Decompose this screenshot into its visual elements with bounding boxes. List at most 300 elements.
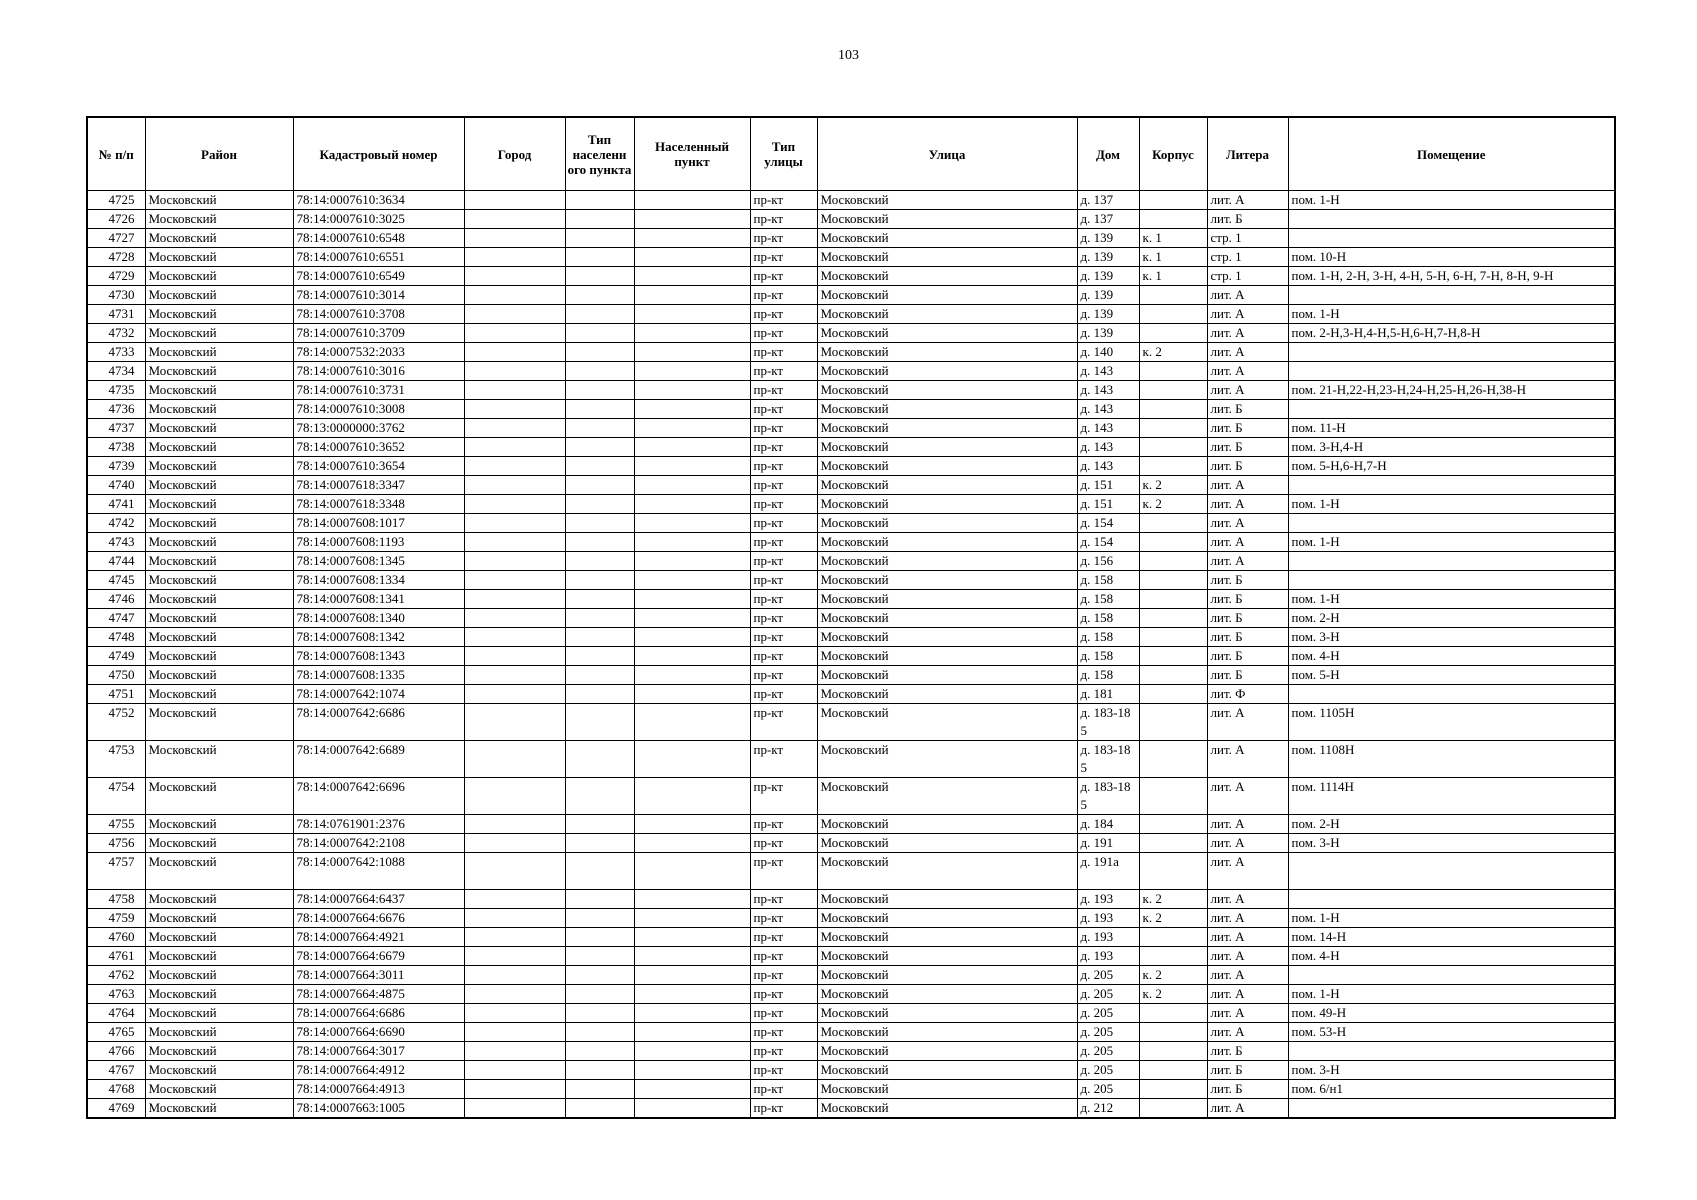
cell-letter: лит. Б — [1207, 1061, 1288, 1080]
cell-building — [1139, 1023, 1207, 1042]
cell-building — [1139, 286, 1207, 305]
cell-house: д. 143 — [1077, 362, 1139, 381]
cell-settlement-type — [565, 666, 634, 685]
cell-street-type: пр-кт — [750, 909, 817, 928]
cell-city — [464, 324, 565, 343]
cell-district: Московский — [145, 248, 293, 267]
cell-city — [464, 362, 565, 381]
cell-settlement — [634, 666, 750, 685]
cell-district: Московский — [145, 305, 293, 324]
cell-building — [1139, 704, 1207, 741]
header-street: Улица — [817, 117, 1077, 191]
cell-letter: лит. Б — [1207, 647, 1288, 666]
cell-row-number: 4753 — [87, 741, 145, 778]
cell-cadastral-number: 78:14:0007608:1017 — [293, 514, 464, 533]
cell-row-number: 4745 — [87, 571, 145, 590]
cell-premises: пом. 1-Н — [1288, 909, 1615, 928]
cell-building: к. 2 — [1139, 890, 1207, 909]
cell-city — [464, 191, 565, 210]
cell-settlement — [634, 343, 750, 362]
cell-street-type: пр-кт — [750, 628, 817, 647]
cell-city — [464, 286, 565, 305]
cell-cadastral-number: 78:14:0007532:2033 — [293, 343, 464, 362]
cell-street: Московский — [817, 1099, 1077, 1119]
cell-settlement — [634, 533, 750, 552]
cell-street: Московский — [817, 324, 1077, 343]
cell-street-type: пр-кт — [750, 590, 817, 609]
cell-letter: лит. А — [1207, 324, 1288, 343]
table-row — [87, 381, 1615, 400]
cell-letter: лит. А — [1207, 834, 1288, 853]
header-city: Город — [464, 117, 565, 191]
cell-letter: лит. А — [1207, 909, 1288, 928]
cell-settlement-type — [565, 305, 634, 324]
table-row — [87, 853, 1615, 890]
cell-street-type: пр-кт — [750, 1080, 817, 1099]
cell-district: Московский — [145, 514, 293, 533]
cell-letter: лит. Б — [1207, 438, 1288, 457]
cell-street-type: пр-кт — [750, 685, 817, 704]
cell-street-type: пр-кт — [750, 1004, 817, 1023]
cell-district: Московский — [145, 666, 293, 685]
cell-cadastral-number: 78:14:0007608:1342 — [293, 628, 464, 647]
cell-city — [464, 609, 565, 628]
header-cadastral-number: Кадастровый номер — [293, 117, 464, 191]
cell-street-type: пр-кт — [750, 419, 817, 438]
cell-city — [464, 741, 565, 778]
cell-row-number: 4769 — [87, 1099, 145, 1119]
table-row — [87, 1042, 1615, 1061]
table-row — [87, 1099, 1615, 1119]
cell-house: д. 205 — [1077, 966, 1139, 985]
cell-premises — [1288, 1042, 1615, 1061]
cell-row-number: 4765 — [87, 1023, 145, 1042]
cell-settlement-type — [565, 647, 634, 666]
cell-house: д. 158 — [1077, 628, 1139, 647]
cell-settlement-type — [565, 400, 634, 419]
cell-city — [464, 1061, 565, 1080]
cell-house: д. 191а — [1077, 853, 1139, 890]
cell-street-type: пр-кт — [750, 704, 817, 741]
cell-row-number: 4751 — [87, 685, 145, 704]
cell-settlement-type — [565, 928, 634, 947]
cell-street-type: пр-кт — [750, 947, 817, 966]
cell-cadastral-number: 78:14:0007608:1345 — [293, 552, 464, 571]
cell-settlement — [634, 571, 750, 590]
cell-cadastral-number: 78:14:0007610:3634 — [293, 191, 464, 210]
cell-building — [1139, 1061, 1207, 1080]
cell-cadastral-number: 78:14:0761901:2376 — [293, 815, 464, 834]
cell-city — [464, 590, 565, 609]
registry-table-container — [86, 116, 1614, 1119]
cell-letter: лит. А — [1207, 704, 1288, 741]
cell-district: Московский — [145, 778, 293, 815]
cell-street: Московский — [817, 890, 1077, 909]
cell-cadastral-number: 78:14:0007618:3347 — [293, 476, 464, 495]
cell-building — [1139, 191, 1207, 210]
cell-cadastral-number: 78:14:0007608:1341 — [293, 590, 464, 609]
cell-street-type: пр-кт — [750, 381, 817, 400]
table-row — [87, 966, 1615, 985]
cell-city — [464, 476, 565, 495]
cell-cadastral-number: 78:14:0007610:3731 — [293, 381, 464, 400]
table-row — [87, 590, 1615, 609]
cell-row-number: 4754 — [87, 778, 145, 815]
cell-district: Московский — [145, 438, 293, 457]
cell-street: Московский — [817, 853, 1077, 890]
cell-cadastral-number: 78:14:0007642:6686 — [293, 704, 464, 741]
cell-settlement — [634, 909, 750, 928]
cell-city — [464, 966, 565, 985]
cell-street: Московский — [817, 704, 1077, 741]
cell-row-number: 4749 — [87, 647, 145, 666]
cell-premises: пом. 3-Н — [1288, 1061, 1615, 1080]
table-row — [87, 890, 1615, 909]
cell-row-number: 4738 — [87, 438, 145, 457]
cell-premises: пом. 1-Н — [1288, 533, 1615, 552]
cell-street: Московский — [817, 1061, 1077, 1080]
cell-settlement — [634, 229, 750, 248]
cell-district: Московский — [145, 267, 293, 286]
cell-premises: пом. 11-Н — [1288, 419, 1615, 438]
cell-street-type: пр-кт — [750, 1023, 817, 1042]
table-row — [87, 666, 1615, 685]
cell-house: д. 183-185 — [1077, 778, 1139, 815]
cell-street-type: пр-кт — [750, 210, 817, 229]
cell-building — [1139, 853, 1207, 890]
cell-house: д. 181 — [1077, 685, 1139, 704]
cell-house: д. 154 — [1077, 533, 1139, 552]
cell-house: д. 139 — [1077, 324, 1139, 343]
table-row — [87, 571, 1615, 590]
table-row — [87, 741, 1615, 778]
cell-settlement-type — [565, 419, 634, 438]
cell-street: Московский — [817, 305, 1077, 324]
cell-cadastral-number: 78:14:0007663:1005 — [293, 1099, 464, 1119]
cell-building — [1139, 419, 1207, 438]
cell-cadastral-number: 78:14:0007664:4913 — [293, 1080, 464, 1099]
cell-street-type: пр-кт — [750, 533, 817, 552]
cell-district: Московский — [145, 647, 293, 666]
cell-building: к. 1 — [1139, 267, 1207, 286]
cell-row-number: 4747 — [87, 609, 145, 628]
cell-city — [464, 890, 565, 909]
cell-house: д. 137 — [1077, 191, 1139, 210]
cell-city — [464, 457, 565, 476]
cell-premises: пом. 10-Н — [1288, 248, 1615, 267]
cell-settlement-type — [565, 1023, 634, 1042]
cell-row-number: 4768 — [87, 1080, 145, 1099]
cell-building — [1139, 305, 1207, 324]
table-row — [87, 685, 1615, 704]
cell-letter: лит. А — [1207, 362, 1288, 381]
cell-row-number: 4744 — [87, 552, 145, 571]
cell-street: Московский — [817, 267, 1077, 286]
cell-street: Московский — [817, 1042, 1077, 1061]
cell-street: Московский — [817, 928, 1077, 947]
cell-district: Московский — [145, 476, 293, 495]
cell-district: Московский — [145, 834, 293, 853]
table-row — [87, 928, 1615, 947]
header-street-type: Тип улицы — [750, 117, 817, 191]
cell-letter: лит. А — [1207, 1099, 1288, 1119]
cell-district: Московский — [145, 947, 293, 966]
cell-district: Московский — [145, 1023, 293, 1042]
cell-cadastral-number: 78:14:0007664:3011 — [293, 966, 464, 985]
cell-city — [464, 1080, 565, 1099]
header-letter: Литера — [1207, 117, 1288, 191]
cell-street-type: пр-кт — [750, 571, 817, 590]
cell-letter: лит. Б — [1207, 210, 1288, 229]
cell-row-number: 4759 — [87, 909, 145, 928]
cell-settlement — [634, 305, 750, 324]
cell-row-number: 4731 — [87, 305, 145, 324]
cell-settlement-type — [565, 286, 634, 305]
table-row — [87, 985, 1615, 1004]
cell-building: к. 2 — [1139, 495, 1207, 514]
cell-premises: пом. 14-Н — [1288, 928, 1615, 947]
cell-district: Московский — [145, 419, 293, 438]
cell-street-type: пр-кт — [750, 400, 817, 419]
cell-settlement — [634, 704, 750, 741]
cell-premises: пом. 6/н1 — [1288, 1080, 1615, 1099]
cell-street-type: пр-кт — [750, 267, 817, 286]
cell-street-type: пр-кт — [750, 229, 817, 248]
cell-premises: пом. 21-Н,22-Н,23-Н,24-Н,25-Н,26-Н,38-Н — [1288, 381, 1615, 400]
cell-building — [1139, 666, 1207, 685]
cell-building — [1139, 1099, 1207, 1119]
cell-district: Московский — [145, 1099, 293, 1119]
cell-street: Московский — [817, 985, 1077, 1004]
cell-city — [464, 853, 565, 890]
cell-premises: пом. 3-Н,4-Н — [1288, 438, 1615, 457]
table-row — [87, 947, 1615, 966]
cell-settlement-type — [565, 324, 634, 343]
cell-premises — [1288, 853, 1615, 890]
cell-street: Московский — [817, 362, 1077, 381]
cell-street-type: пр-кт — [750, 457, 817, 476]
cell-district: Московский — [145, 928, 293, 947]
cell-cadastral-number: 78:14:0007610:6549 — [293, 267, 464, 286]
cell-street: Московский — [817, 419, 1077, 438]
cell-settlement-type — [565, 552, 634, 571]
cell-row-number: 4764 — [87, 1004, 145, 1023]
table-row — [87, 628, 1615, 647]
cell-street: Московский — [817, 286, 1077, 305]
cell-settlement-type — [565, 890, 634, 909]
cell-premises — [1288, 362, 1615, 381]
cell-premises — [1288, 552, 1615, 571]
table-row — [87, 909, 1615, 928]
cell-house: д. 137 — [1077, 210, 1139, 229]
cell-settlement-type — [565, 1061, 634, 1080]
cell-city — [464, 1042, 565, 1061]
cell-letter: лит. Б — [1207, 590, 1288, 609]
cell-settlement-type — [565, 1004, 634, 1023]
cell-settlement-type — [565, 476, 634, 495]
cell-premises — [1288, 343, 1615, 362]
cell-row-number: 4746 — [87, 590, 145, 609]
cell-city — [464, 229, 565, 248]
cell-district: Московский — [145, 1080, 293, 1099]
cell-building — [1139, 628, 1207, 647]
cell-letter: лит. А — [1207, 533, 1288, 552]
cell-letter: лит. А — [1207, 476, 1288, 495]
cell-cadastral-number: 78:14:0007610:3016 — [293, 362, 464, 381]
cell-letter: стр. 1 — [1207, 267, 1288, 286]
cell-row-number: 4763 — [87, 985, 145, 1004]
cell-settlement-type — [565, 457, 634, 476]
cell-house: д. 205 — [1077, 1004, 1139, 1023]
cell-letter: лит. А — [1207, 514, 1288, 533]
cell-premises: пом. 2-Н — [1288, 609, 1615, 628]
table-row — [87, 324, 1615, 343]
cell-settlement-type — [565, 362, 634, 381]
cell-house: д. 158 — [1077, 571, 1139, 590]
header-row — [87, 117, 1615, 191]
cell-city — [464, 947, 565, 966]
cell-letter: лит. А — [1207, 947, 1288, 966]
cell-street: Московский — [817, 381, 1077, 400]
cell-cadastral-number: 78:14:0007610:3708 — [293, 305, 464, 324]
cell-premises — [1288, 286, 1615, 305]
cell-letter: лит. Б — [1207, 1080, 1288, 1099]
cell-settlement-type — [565, 909, 634, 928]
cell-city — [464, 381, 565, 400]
cell-city — [464, 571, 565, 590]
cell-letter: лит. Ф — [1207, 685, 1288, 704]
cell-premises: пом. 2-Н,3-Н,4-Н,5-Н,6-Н,7-Н,8-Н — [1288, 324, 1615, 343]
cell-row-number: 4750 — [87, 666, 145, 685]
cell-settlement — [634, 985, 750, 1004]
cell-building — [1139, 815, 1207, 834]
cell-settlement — [634, 1004, 750, 1023]
cell-street: Московский — [817, 400, 1077, 419]
cell-premises: пом. 1-Н — [1288, 305, 1615, 324]
cell-street: Московский — [817, 647, 1077, 666]
cell-cadastral-number: 78:14:0007610:6548 — [293, 229, 464, 248]
cell-district: Московский — [145, 381, 293, 400]
cell-cadastral-number: 78:14:0007608:1334 — [293, 571, 464, 590]
cell-settlement — [634, 890, 750, 909]
cell-district: Московский — [145, 966, 293, 985]
cell-building — [1139, 514, 1207, 533]
cell-row-number: 4757 — [87, 853, 145, 890]
cell-settlement-type — [565, 628, 634, 647]
cell-letter: лит. Б — [1207, 457, 1288, 476]
cell-house: д. 193 — [1077, 947, 1139, 966]
cell-building — [1139, 438, 1207, 457]
cell-row-number: 4734 — [87, 362, 145, 381]
cell-district: Московский — [145, 628, 293, 647]
cell-house: д. 193 — [1077, 890, 1139, 909]
cell-district: Московский — [145, 1042, 293, 1061]
cell-district: Московский — [145, 853, 293, 890]
cell-district: Московский — [145, 457, 293, 476]
cell-letter: лит. А — [1207, 286, 1288, 305]
cell-premises: пом. 5-Н,6-Н,7-Н — [1288, 457, 1615, 476]
cell-house: д. 139 — [1077, 267, 1139, 286]
cell-house: д. 158 — [1077, 647, 1139, 666]
cell-settlement-type — [565, 947, 634, 966]
cell-settlement — [634, 685, 750, 704]
cell-premises: пом. 3-Н — [1288, 628, 1615, 647]
cell-letter: лит. А — [1207, 778, 1288, 815]
cell-row-number: 4758 — [87, 890, 145, 909]
cell-building — [1139, 210, 1207, 229]
cell-building — [1139, 400, 1207, 419]
cell-premises: пом. 1-Н — [1288, 191, 1615, 210]
cell-street-type: пр-кт — [750, 248, 817, 267]
cell-letter: лит. А — [1207, 305, 1288, 324]
cell-cadastral-number: 78:14:0007642:1088 — [293, 853, 464, 890]
cell-house: д. 205 — [1077, 1023, 1139, 1042]
cell-city — [464, 1099, 565, 1119]
cell-settlement — [634, 381, 750, 400]
cell-district: Московский — [145, 495, 293, 514]
cell-settlement — [634, 1042, 750, 1061]
cell-city — [464, 552, 565, 571]
cell-premises — [1288, 476, 1615, 495]
cell-settlement — [634, 267, 750, 286]
header-settlement: Населенный пункт — [634, 117, 750, 191]
cell-premises: пом. 1108Н — [1288, 741, 1615, 778]
cell-street: Московский — [817, 514, 1077, 533]
cell-cadastral-number: 78:14:0007608:1193 — [293, 533, 464, 552]
cell-street-type: пр-кт — [750, 609, 817, 628]
cell-street-type: пр-кт — [750, 1042, 817, 1061]
cell-settlement — [634, 438, 750, 457]
cell-city — [464, 514, 565, 533]
cell-city — [464, 628, 565, 647]
cell-house: д. 205 — [1077, 985, 1139, 1004]
cell-city — [464, 1004, 565, 1023]
cell-settlement-type — [565, 834, 634, 853]
table-row — [87, 305, 1615, 324]
cell-street: Московский — [817, 815, 1077, 834]
cell-row-number: 4741 — [87, 495, 145, 514]
cell-street: Московский — [817, 609, 1077, 628]
cell-row-number: 4762 — [87, 966, 145, 985]
cell-premises — [1288, 400, 1615, 419]
cell-settlement-type — [565, 966, 634, 985]
cell-cadastral-number: 78:14:0007664:4912 — [293, 1061, 464, 1080]
cell-street: Московский — [817, 191, 1077, 210]
table-row — [87, 815, 1615, 834]
cell-house: д. 212 — [1077, 1099, 1139, 1119]
cell-street: Московский — [817, 590, 1077, 609]
cell-street-type: пр-кт — [750, 476, 817, 495]
table-row — [87, 533, 1615, 552]
cell-premises: пом. 53-Н — [1288, 1023, 1615, 1042]
table-row — [87, 210, 1615, 229]
cell-house: д. 139 — [1077, 229, 1139, 248]
cell-house: д. 205 — [1077, 1042, 1139, 1061]
cell-settlement-type — [565, 985, 634, 1004]
cell-premises: пом. 1114Н — [1288, 778, 1615, 815]
cell-district: Московский — [145, 571, 293, 590]
cell-settlement — [634, 495, 750, 514]
table-row — [87, 438, 1615, 457]
cell-street: Московский — [817, 552, 1077, 571]
cell-district: Московский — [145, 400, 293, 419]
cell-letter: лит. Б — [1207, 419, 1288, 438]
cell-street-type: пр-кт — [750, 666, 817, 685]
cell-row-number: 4742 — [87, 514, 145, 533]
cell-building: к. 2 — [1139, 966, 1207, 985]
table-row — [87, 495, 1615, 514]
cell-row-number: 4736 — [87, 400, 145, 419]
